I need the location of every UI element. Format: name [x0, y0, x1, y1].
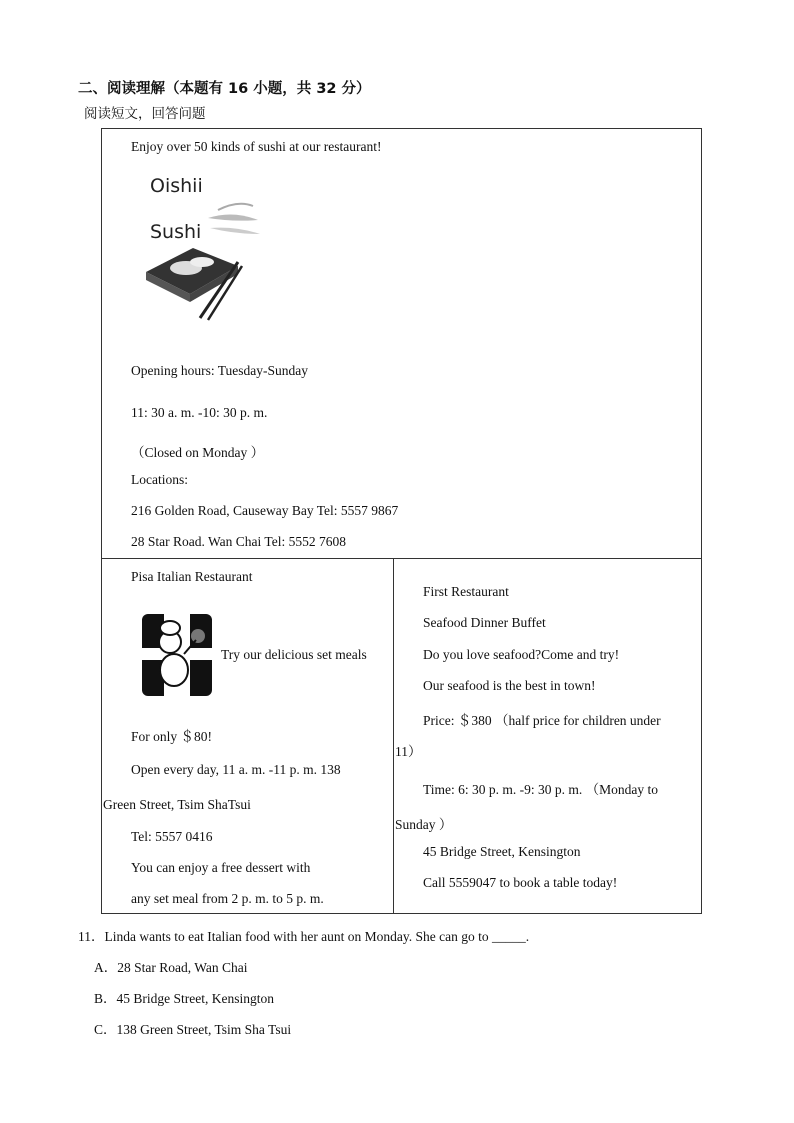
first-line-2: Our seafood is the best in town!: [423, 678, 596, 693]
question-stem: 11．Linda wants to eat Italian food with her aunt on Monday. She can go to _____.: [78, 929, 530, 944]
pisa-set-meals: Try our delicious set meals: [221, 647, 367, 662]
first-time-line-2: Sunday ）: [395, 817, 453, 832]
first-address: 45 Bridge Street, Kensington: [423, 844, 581, 859]
pisa-dessert-line-2: any set meal from 2 p. m. to 5 p. m.: [131, 891, 324, 906]
section-instruction: 阅读短文，回答问题: [84, 106, 206, 122]
option-b: B．45 Bridge Street, Kensington: [94, 991, 274, 1006]
pisa-open-line-2: Green Street, Tsim ShaTsui: [103, 797, 251, 812]
oishii-closed: （Closed on Monday ）: [131, 445, 265, 460]
pisa-tel: Tel: 5557 0416: [131, 829, 213, 844]
oishii-location-2: 28 Star Road. Wan Chai Tel: 5552 7608: [131, 534, 346, 549]
pisa-price: For only ＄80!: [131, 729, 212, 744]
logo-oishii-text: Oishii: [150, 175, 203, 197]
pisa-name: Pisa Italian Restaurant: [131, 569, 253, 584]
first-subtitle: Seafood Dinner Buffet: [423, 615, 546, 630]
chef-logo-image: [140, 612, 214, 698]
first-name: First Restaurant: [423, 584, 509, 599]
first-call: Call 5559047 to book a table today!: [423, 875, 618, 890]
oishii-location-1: 216 Golden Road, Causeway Bay Tel: 5557 9867: [131, 503, 399, 518]
first-time-line-1: Time: 6: 30 p. m. -9: 30 p. m. （Monday to: [423, 782, 659, 797]
oishii-intro: Enjoy over 50 kinds of sushi at our restaurant!: [131, 139, 382, 154]
first-price-line-1: Price: ＄380 （half price for children under: [423, 713, 661, 728]
pisa-open-line-1: Open every day, 11 a. m. -11 p. m. 138: [131, 762, 341, 777]
sushi-logo-image: [138, 170, 263, 322]
first-line-1: Do you love seafood?Come and try!: [423, 647, 620, 662]
logo-sushi-text: Sushi: [150, 221, 202, 243]
oishii-locations-label: Locations:: [131, 472, 188, 487]
pisa-dessert-line-1: You can enjoy a free dessert with: [131, 860, 311, 875]
option-a: A．28 Star Road, Wan Chai: [94, 960, 248, 975]
section-heading: 二、阅读理解（本题有 16 小题，共 32 分）: [78, 81, 371, 97]
first-ad-box: [393, 558, 702, 914]
oishii-hours-time: 11: 30 a. m. -10: 30 p. m.: [131, 405, 268, 420]
oishii-hours-label: Opening hours: Tuesday-Sunday: [131, 363, 309, 378]
first-price-line-2: 11）: [395, 744, 422, 759]
option-c: C．138 Green Street, Tsim Sha Tsui: [94, 1022, 292, 1037]
